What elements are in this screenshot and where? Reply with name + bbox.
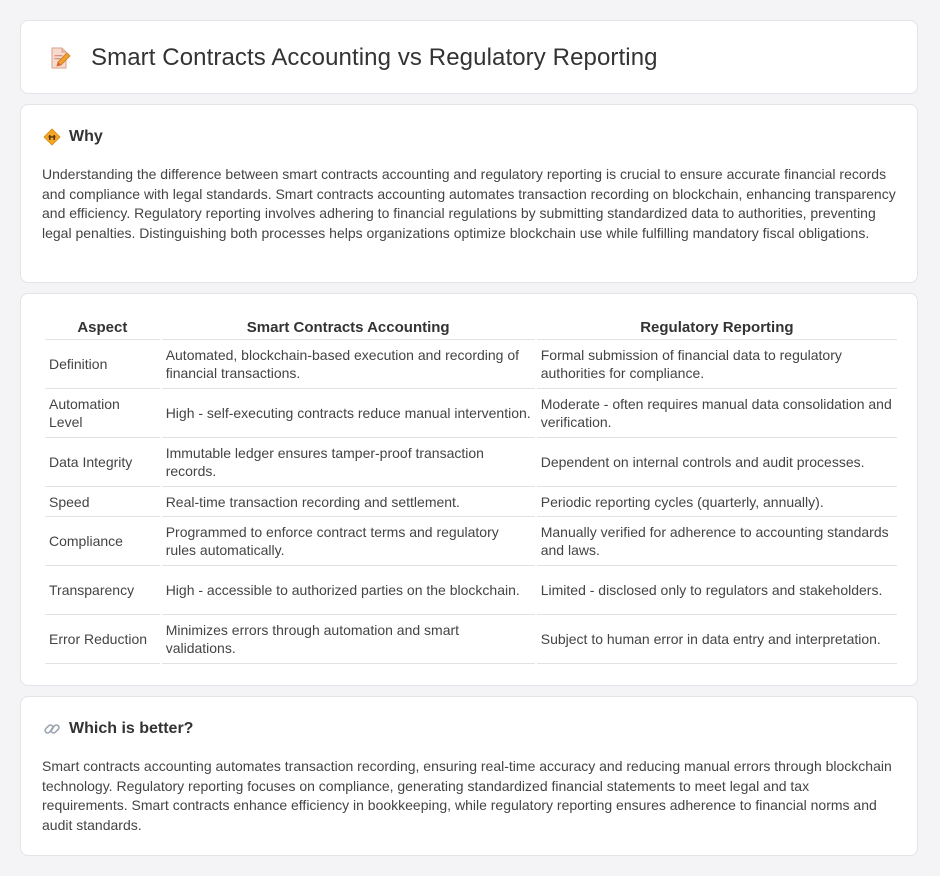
why-body: Understanding the difference between smart contracts accounting and regulatory reporting is crucial to ensure accurate financial records and compliance with legal standards. Smart contracts accounting automates transaction recording on blockchain, enhancing transparency and efficiency. Regulatory reporting involves adhering to financial regulations by submitting standardized data to authorities, preventing legal penalties. Distinguishing both processes helps organizations optimize blockchain use while fulfilling mandatory fiscal obligations. [42, 166, 896, 241]
better-body: Smart contracts accounting automates transaction recording, ensuring real-time accuracy and reducing manual errors through blockchain technology. Regulatory reporting focuses on compliance, generating standardized financial statements to meet legal and tax requirements. Smart contracts enhance efficiency in bookkeeping, while regulatory reporting ensures adherence to financial norms and audit standards. [42, 758, 892, 833]
title-row [47, 44, 658, 72]
aspect-cell: Data Integrity [45, 438, 160, 487]
aspect-cell: Error Reduction [45, 615, 160, 664]
regulatory-cell: Formal submission of financial data to regulatory authorities for compliance. [537, 340, 897, 389]
header-smart-contracts-accounting: Smart Contracts Accounting [162, 316, 535, 340]
regulatory-cell: Periodic reporting cycles (quarterly, annually). [537, 487, 897, 517]
regulatory-cell: Subject to human error in data entry and interpretation. [537, 615, 897, 664]
link-icon [43, 720, 61, 738]
header-aspect: Aspect [45, 316, 160, 340]
better-heading-row [43, 720, 193, 738]
why-card [20, 104, 918, 283]
smart-contracts-cell: Minimizes errors through automation and smart validations. [162, 615, 535, 664]
document-pencil-icon [47, 46, 71, 70]
aspect-cell: Definition [45, 340, 160, 389]
page-title: Smart Contracts Accounting vs Regulatory Reporting [91, 44, 658, 71]
why-heading-row [43, 128, 103, 146]
table-header-row [45, 316, 897, 340]
aspect-cell: Transparency [45, 566, 160, 615]
smart-contracts-cell: Programmed to enforce contract terms and regulatory rules automatically. [162, 517, 535, 566]
table-row [45, 438, 897, 487]
smart-contracts-cell: Automated, blockchain-based execution and recording of financial transactions. [162, 340, 535, 389]
which-is-better-card [20, 696, 918, 856]
smart-contracts-cell: Immutable ledger ensures tamper-proof transaction records. [162, 438, 535, 487]
table-row [45, 340, 897, 389]
regulatory-cell: Moderate - often requires manual data consolidation and verification. [537, 389, 897, 438]
aspect-cell: Automation Level [45, 389, 160, 438]
regulatory-cell: Manually verified for adherence to accounting standards and laws. [537, 517, 897, 566]
smart-contracts-cell: High - accessible to authorized parties on the blockchain. [162, 566, 535, 615]
comparison-table [43, 316, 899, 664]
road-sign-icon [43, 128, 61, 146]
smart-contracts-cell: Real-time transaction recording and settlement. [162, 487, 535, 517]
title-card [20, 20, 918, 94]
table-row [45, 566, 897, 615]
regulatory-cell: Limited - disclosed only to regulators and stakeholders. [537, 566, 897, 615]
comparison-table-card [20, 293, 918, 686]
table-row [45, 487, 897, 517]
why-heading: Why [69, 128, 103, 145]
aspect-cell: Compliance [45, 517, 160, 566]
table-row [45, 389, 897, 438]
regulatory-cell: Dependent on internal controls and audit processes. [537, 438, 897, 487]
header-regulatory-reporting: Regulatory Reporting [537, 316, 897, 340]
better-heading: Which is better? [69, 720, 194, 737]
aspect-cell: Speed [45, 487, 160, 517]
table-row [45, 615, 897, 664]
table-row [45, 517, 897, 566]
smart-contracts-cell: High - self-executing contracts reduce manual intervention. [162, 389, 535, 438]
